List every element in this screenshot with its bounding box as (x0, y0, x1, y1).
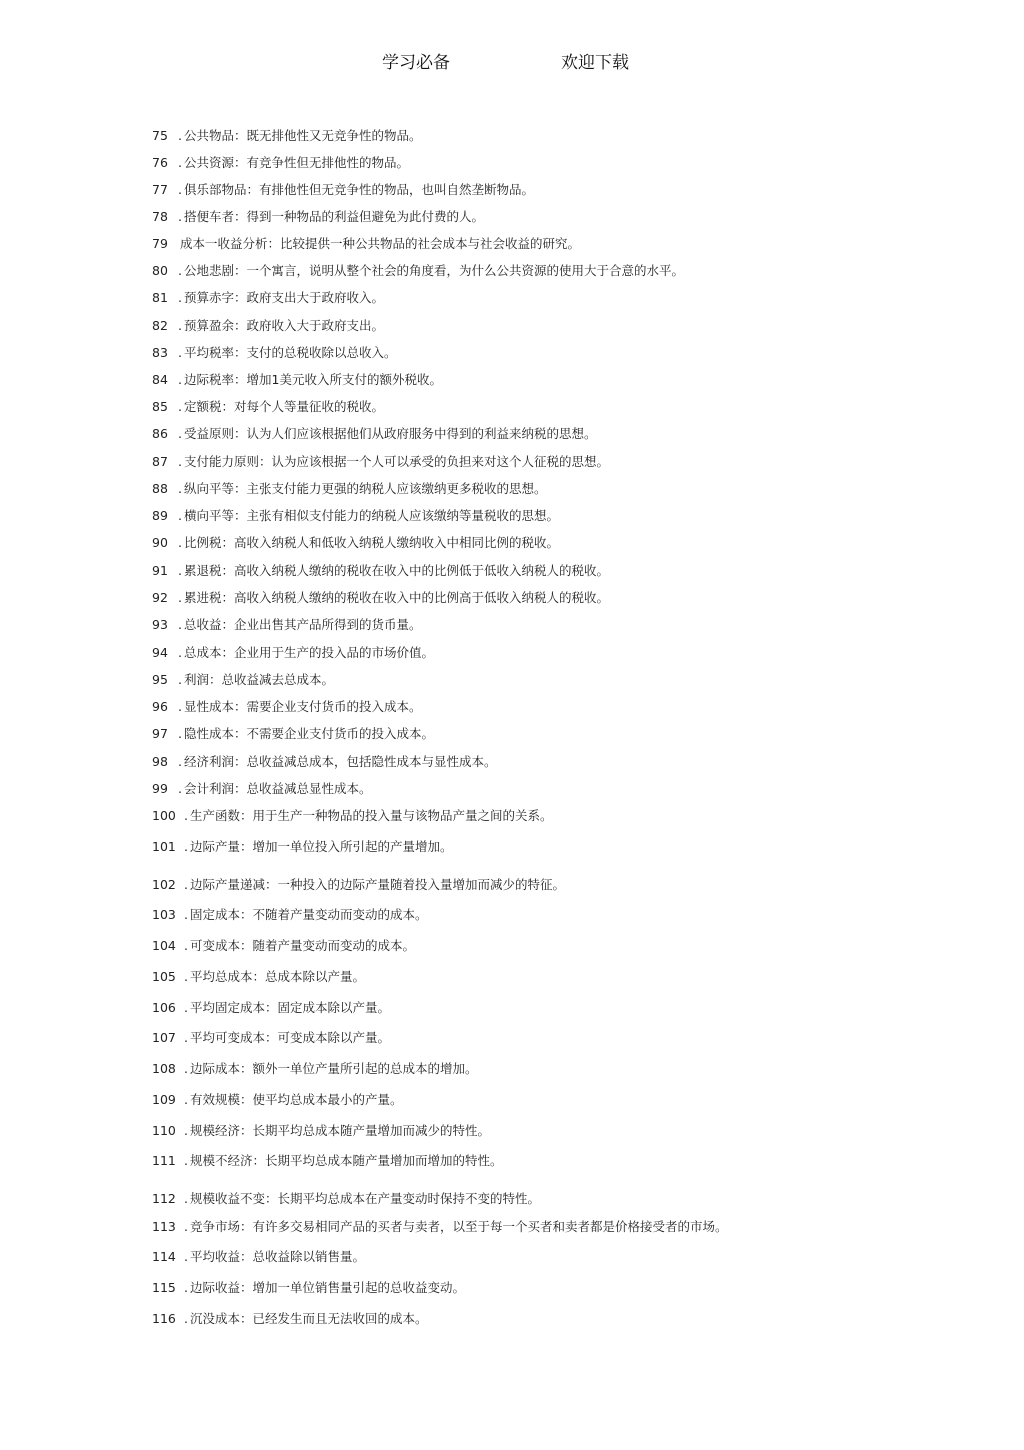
entry-definition: 规模不经济：长期平均总成本随产量增加而增加的特性。 (189, 1153, 503, 1168)
entry-separator: . (178, 426, 182, 441)
glossary-entry (152, 1028, 390, 1048)
entry-definition: 显性成本：需要企业支付货币的投入成本。 (183, 699, 422, 714)
glossary-entry (152, 875, 565, 895)
glossary-entry (152, 967, 365, 987)
entry-definition: 边际产量递减：一种投入的边际产量随着投入量增加而减少的特征。 (189, 877, 565, 892)
entry-definition: 会计利润：总收益减总显性成本。 (183, 781, 372, 796)
entry-separator: . (178, 535, 182, 550)
entry-number: 99 (152, 781, 168, 796)
entry-definition: 边际收益：增加一单位销售量引起的总收益变动。 (189, 1280, 465, 1295)
glossary-entry (152, 1309, 428, 1329)
entry-separator: . (178, 372, 182, 387)
entry-number: 108 (152, 1061, 176, 1076)
entry-number: 113 (152, 1219, 176, 1234)
entry-number: 81 (152, 290, 168, 305)
entry-number: 84 (152, 372, 168, 387)
entry-definition: 总收益：企业出售其产品所得到的货币量。 (183, 617, 422, 632)
entry-separator: . (184, 1061, 188, 1076)
entry-separator: . (184, 1311, 188, 1326)
glossary-entry (152, 316, 384, 336)
entry-number: 79 (152, 236, 168, 251)
entry-number: 102 (152, 877, 176, 892)
entry-definition: 竞争市场：有许多交易相同产品的买者与卖者，以至于每一个买者和卖者都是价格接受者的市场。 (189, 1219, 728, 1234)
entry-number: 76 (152, 155, 168, 170)
glossary-entry (152, 724, 434, 744)
entry-separator: . (184, 1280, 188, 1295)
entry-definition: 纵向平等：主张支付能力更强的纳税人应该缴纳更多税收的思想。 (183, 481, 547, 496)
entry-definition: 边际税率：增加1美元收入所支付的额外税收。 (183, 372, 442, 387)
entry-separator: . (184, 1000, 188, 1015)
entry-number: 85 (152, 399, 168, 414)
entry-separator: . (184, 839, 188, 854)
entry-separator: . (178, 563, 182, 578)
glossary-entry (152, 180, 534, 200)
glossary-entry (152, 697, 422, 717)
glossary-entry (152, 837, 453, 857)
glossary-entry (152, 397, 384, 417)
entry-number: 110 (152, 1123, 176, 1138)
entry-number: 86 (152, 426, 168, 441)
entry-number: 97 (152, 726, 168, 741)
entry-definition: 沉没成本：已经发生而且无法收回的成本。 (189, 1311, 428, 1326)
entry-number: 114 (152, 1249, 176, 1264)
entry-definition: 总成本：企业用于生产的投入品的市场价值。 (183, 645, 434, 660)
entry-number: 82 (152, 318, 168, 333)
entry-number: 92 (152, 590, 168, 605)
entry-separator: . (184, 938, 188, 953)
entry-definition: 规模经济：长期平均总成本随产量增加而减少的特性。 (189, 1123, 490, 1138)
entry-separator: . (184, 1153, 188, 1168)
entry-definition: 公共资源：有竞争性但无排他性的物品。 (183, 155, 409, 170)
entry-number: 96 (152, 699, 168, 714)
entry-definition: 平均税率：支付的总税收除以总收入。 (183, 345, 397, 360)
entry-definition: 横向平等：主张有相似支付能力的纳税人应该缴纳等量税收的思想。 (183, 508, 559, 523)
glossary-entry (152, 1247, 365, 1267)
entry-definition: 边际产量：增加一单位投入所引起的产量增加。 (189, 839, 453, 854)
entry-separator: . (178, 318, 182, 333)
glossary-entry (152, 1189, 540, 1209)
entry-definition: 受益原则：认为人们应该根据他们从政府服务中得到的利益来纳税的思想。 (183, 426, 597, 441)
entry-separator: . (178, 781, 182, 796)
entry-separator: . (178, 699, 182, 714)
entry-number: 105 (152, 969, 176, 984)
glossary-entry (152, 643, 434, 663)
entry-separator: . (178, 617, 182, 632)
entry-separator: . (178, 155, 182, 170)
entry-definition: 预算赤字：政府支出大于政府收入。 (183, 290, 384, 305)
entry-number: 104 (152, 938, 176, 953)
glossary-entry (152, 752, 497, 772)
glossary-entry (152, 806, 553, 826)
entry-separator: . (184, 1219, 188, 1234)
glossary-entry (152, 126, 422, 146)
glossary-entry (152, 424, 597, 444)
glossary-entry (152, 288, 384, 308)
entry-separator: . (184, 907, 188, 922)
glossary-entry (152, 1059, 478, 1079)
entry-separator: . (178, 399, 182, 414)
entry-number: 109 (152, 1092, 176, 1107)
entry-definition: 支付能力原则：认为应该根据一个人可以承受的负担来对这个人征税的思想。 (183, 454, 609, 469)
entry-number: 103 (152, 907, 176, 922)
glossary-entry (152, 207, 484, 227)
glossary-entry (152, 1151, 503, 1171)
entry-number: 100 (152, 808, 176, 823)
entry-definition: 公共物品：既无排他性又无竞争性的物品。 (183, 128, 422, 143)
glossary-entry (152, 670, 334, 690)
entry-separator: . (178, 754, 182, 769)
entry-separator: . (184, 1249, 188, 1264)
entry-number: 89 (152, 508, 168, 523)
entry-separator: . (184, 877, 188, 892)
glossary-entry (152, 533, 559, 553)
entry-separator: . (184, 1092, 188, 1107)
glossary-entry (152, 479, 547, 499)
entry-definition: 经济利润：总收益减总成本，包括隐性成本与显性成本。 (183, 754, 497, 769)
entry-definition: 边际成本：额外一单位产量所引起的总成本的增加。 (189, 1061, 478, 1076)
entry-separator: . (178, 726, 182, 741)
entry-definition: 隐性成本：不需要企业支付货币的投入成本。 (183, 726, 434, 741)
glossary-entry (152, 561, 609, 581)
entry-number: 101 (152, 839, 176, 854)
glossary-entry (152, 779, 372, 799)
glossary-entry (152, 905, 428, 925)
glossary-entry (152, 1278, 465, 1298)
entry-definition: 累退税：高收入纳税人缴纳的税收在收入中的比例低于低收入纳税人的税收。 (183, 563, 609, 578)
entry-number: 78 (152, 209, 168, 224)
entry-separator: . (178, 182, 182, 197)
entry-separator: . (184, 808, 188, 823)
glossary-entry (152, 234, 580, 254)
entry-definition: 平均总成本：总成本除以产量。 (189, 969, 365, 984)
glossary-entry (152, 1090, 403, 1110)
glossary-entry (152, 1121, 490, 1141)
entry-number: 87 (152, 454, 168, 469)
entry-number: 107 (152, 1030, 176, 1045)
entry-separator: . (178, 128, 182, 143)
entry-number: 77 (152, 182, 168, 197)
glossary-entry (152, 343, 397, 363)
entry-separator: . (184, 969, 188, 984)
glossary-entry (152, 998, 390, 1018)
entry-number: 88 (152, 481, 168, 496)
entry-number: 95 (152, 672, 168, 687)
entry-definition: 有效规模：使平均总成本最小的产量。 (189, 1092, 403, 1107)
glossary-entry (152, 506, 559, 526)
entry-definition: 俱乐部物品：有排他性但无竞争性的物品，也叫自然垄断物品。 (183, 182, 534, 197)
entry-number: 75 (152, 128, 168, 143)
entry-number: 98 (152, 754, 168, 769)
entry-number: 94 (152, 645, 168, 660)
entry-definition: 生产函数：用于生产一种物品的投入量与该物品产量之间的关系。 (189, 808, 553, 823)
entry-definition: 平均收益：总收益除以销售量。 (189, 1249, 365, 1264)
header-left-text: 学习必备 (382, 53, 450, 73)
entry-definition: 成本一收益分析：比较提供一种公共物品的社会成本与社会收益的研究。 (180, 236, 581, 251)
entry-definition: 平均固定成本：固定成本除以产量。 (189, 1000, 390, 1015)
entry-definition: 累进税：高收入纳税人缴纳的税收在收入中的比例高于低收入纳税人的税收。 (183, 590, 609, 605)
entry-separator: . (184, 1191, 188, 1206)
entry-number: 112 (152, 1191, 176, 1206)
entry-definition: 预算盈余：政府收入大于政府支出。 (183, 318, 384, 333)
entry-separator: . (178, 508, 182, 523)
entry-definition: 规模收益不变：长期平均总成本在产量变动时保持不变的特性。 (189, 1191, 540, 1206)
entry-separator: . (178, 345, 182, 360)
entry-number: 111 (152, 1153, 176, 1168)
entry-definition: 固定成本：不随着产量变动而变动的成本。 (189, 907, 428, 922)
glossary-entry (152, 615, 422, 635)
entry-definition: 定额税：对每个人等量征收的税收。 (183, 399, 384, 414)
entry-definition: 平均可变成本：可变成本除以产量。 (189, 1030, 390, 1045)
glossary-entry (152, 1217, 728, 1237)
entry-separator: . (178, 481, 182, 496)
entry-definition: 可变成本：随着产量变动而变动的成本。 (189, 938, 415, 953)
entry-separator: . (178, 263, 182, 278)
entry-definition: 比例税：高收入纳税人和低收入纳税人缴纳收入中相同比例的税收。 (183, 535, 559, 550)
entry-definition: 公地悲剧：一个寓言，说明从整个社会的角度看，为什么公共资源的使用大于合意的水平。 (183, 263, 684, 278)
entry-separator: . (178, 209, 182, 224)
entry-separator: . (178, 454, 182, 469)
entry-number: 93 (152, 617, 168, 632)
entry-separator: . (178, 290, 182, 305)
entry-number: 91 (152, 563, 168, 578)
glossary-entry (152, 261, 684, 281)
entry-number: 106 (152, 1000, 176, 1015)
entry-definition: 利润：总收益减去总成本。 (183, 672, 334, 687)
entry-separator: . (184, 1123, 188, 1138)
entry-definition: 搭便车者：得到一种物品的利益但避免为此付费的人。 (183, 209, 484, 224)
glossary-entry (152, 370, 442, 390)
entry-number: 83 (152, 345, 168, 360)
glossary-entry (152, 153, 409, 173)
entry-number: 115 (152, 1280, 176, 1295)
entry-separator: . (178, 672, 182, 687)
entry-number: 80 (152, 263, 168, 278)
entry-number: 116 (152, 1311, 176, 1326)
entry-separator: . (178, 645, 182, 660)
header-right-text: 欢迎下载 (561, 53, 629, 73)
glossary-entry (152, 452, 609, 472)
glossary-entry (152, 588, 609, 608)
entry-number: 90 (152, 535, 168, 550)
glossary-entry (152, 936, 415, 956)
entry-separator: . (178, 590, 182, 605)
entry-separator: . (184, 1030, 188, 1045)
